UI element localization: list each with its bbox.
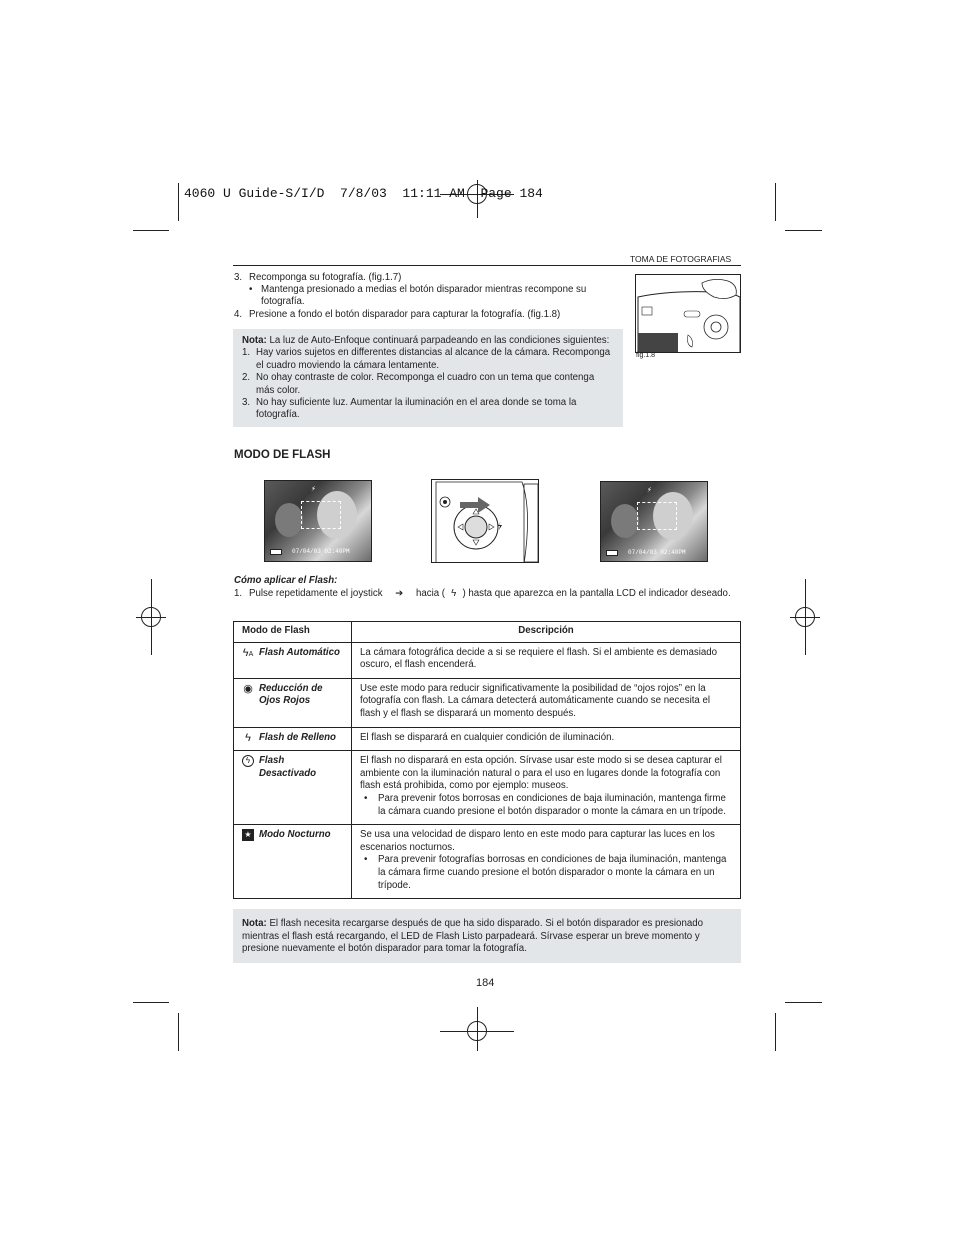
- flash-auto-icon: ϟA: [242, 646, 254, 659]
- lcd-preview-right: [600, 481, 708, 562]
- note-item: 3. No hay suficiente luz. Aumentar la iluminación en el area donde se toma la fotografía.: [242, 397, 577, 421]
- step-3-bullet: • Mantenga presionado a medias el botón disparador mientras recompone su fotografía.: [249, 284, 587, 308]
- table-header-row: [234, 622, 741, 643]
- table-row: ϟA Flash Automático La cámara fotográfica decide a si se requiere el flash. Si el ambiente es demasiado oscuro, el flash encenderá.: [234, 642, 741, 678]
- lcd-timestamp: 07/04/03 02:40PM: [292, 548, 350, 555]
- flash-off-icon: ϟ: [242, 755, 254, 767]
- battery-icon: [606, 550, 618, 556]
- crop-mark: [178, 1013, 179, 1051]
- lcd-timestamp: 07/04/03 02:40PM: [628, 549, 686, 556]
- crop-mark: [785, 1002, 822, 1003]
- crop-mark: [133, 1002, 169, 1003]
- crop-mark: [178, 183, 179, 221]
- how-to-step: 1. Pulse repetidamente el joystick ➔ hacia ( ϟ ) hasta que aparezca en la pantalla LCD el indicador deseado.: [234, 588, 731, 599]
- column-header-description: Descripción: [352, 622, 741, 643]
- subject-face: [611, 504, 639, 538]
- table-row: ϟ Flash de Relleno El flash se disparará en cualquier condición de iluminación.: [234, 727, 741, 751]
- note-intro: Nota: La luz de Auto-Enfoque continuará parpadeando en las condiciones siguientes:: [242, 335, 610, 346]
- night-mode-icon: ★: [242, 829, 254, 841]
- joystick-illustration: [431, 479, 539, 563]
- section-heading-flash: MODO DE FLASH: [234, 449, 331, 461]
- section-header: TOMA DE FOTOGRAFIAS: [630, 254, 732, 264]
- crop-mark: [775, 1013, 776, 1051]
- flash-fill-icon: ϟ: [245, 731, 251, 744]
- registration-mark: [136, 617, 166, 618]
- red-eye-icon: ◉: [243, 682, 253, 695]
- subject-face: [275, 503, 303, 537]
- registration-mark: [790, 617, 820, 618]
- table-row: ★ Modo Nocturno Se usa una velocidad de disparo lento en este modo para capturar las luces en los escenarios nocturnos. • Para prevenir fotografías borrosas en condiciones de baja iluminación, mantenga la cámara firme cuando presione el botón disparador o monte la cámara en un trípode.: [234, 825, 741, 899]
- table-row: ◉ Reducción de Ojos Rojos Use este modo para reducir significativamente la posibilidad de “ojos rojos” en la fotografía con flash. La cámara detecterá automáticamente cuando se necesita el flash y el flash se disparará un momento después.: [234, 678, 741, 727]
- arrow-right-icon: ➔: [395, 588, 404, 599]
- flash-icon: ϟ: [451, 588, 457, 599]
- page-number: 184: [476, 977, 495, 989]
- flash-mode-indicator: ⚡: [647, 486, 652, 495]
- steps-top: [234, 272, 614, 321]
- registration-mark: [477, 1007, 478, 1051]
- table-bullet: • Para prevenir fotos borrosas en condiciones de baja iluminación, mantenga firme la cámara cuando presione el botón disparador o monte la cámara en un trípode.: [364, 792, 726, 817]
- note-item: 2. No ohay contraste de color. Recomponga el cuadro con un tema que contenga más color.: [242, 372, 595, 396]
- printer-slug: 4060 U Guide-S/I/D 7/8/03 11:11 AM Page 184: [184, 186, 543, 201]
- focus-frame: [637, 502, 677, 530]
- how-to-title: Cómo aplicar el Flash:: [234, 575, 338, 586]
- note-item: 1. Hay varios sujetos en differentes distancias al alcance de la cámara. Recomponga el cuadro moviendo la cámara lentamente.: [242, 347, 611, 371]
- flash-mode-indicator: ⚡: [311, 485, 316, 494]
- header-rule: [233, 265, 741, 266]
- focus-frame: [301, 501, 341, 529]
- column-header-mode: Modo de Flash: [234, 622, 352, 643]
- step-3: 3. Recomponga su fotografía. (fig.1.7): [234, 272, 402, 283]
- table-row: ϟ Flash Desactivado El flash no disparará en esta opción. Sírvase usar este modo si se desea capturar el ambiente con la iluminación natural o para el uso en lugares donde la fotografía con flash está prohibida, como por ejemplo: museos. • Para prevenir fotos borrosas en condiciones de baja iluminación, mantenga firme la cámara cuando presione el botón disparador o monte la cámara en un trípode.: [234, 751, 741, 825]
- crop-mark: [133, 230, 169, 231]
- crop-mark: [775, 183, 776, 221]
- figure-caption: fig.1.8: [636, 352, 656, 359]
- step-4: 4. Presione a fondo el botón disparador para capturar la fotografía. (fig.1.8): [234, 308, 561, 320]
- crop-mark: [785, 230, 822, 231]
- battery-icon: [270, 549, 282, 555]
- lcd-preview-left: [264, 480, 372, 562]
- note-box-flash-recharge: Nota: El flash necesita recargarse después de que ha sido disparado. Si el botón disparador es presionado mientras el flash está recargando, el LED de Flash Listo parpadeará. Sírvase esperar un breve momento y presione nuevamente el botón disparador para tomar la fotografía.: [233, 909, 741, 963]
- note-box-autofocus: [233, 329, 623, 427]
- flash-modes-table: [233, 621, 741, 899]
- table-bullet: • Para prevenir fotografías borrosas en condiciones de baja iluminación, mantenga la cámara firme cuando presione el botón disparador o monte la cámara en un trípode.: [364, 854, 727, 891]
- camera-back-illustration: [635, 274, 741, 353]
